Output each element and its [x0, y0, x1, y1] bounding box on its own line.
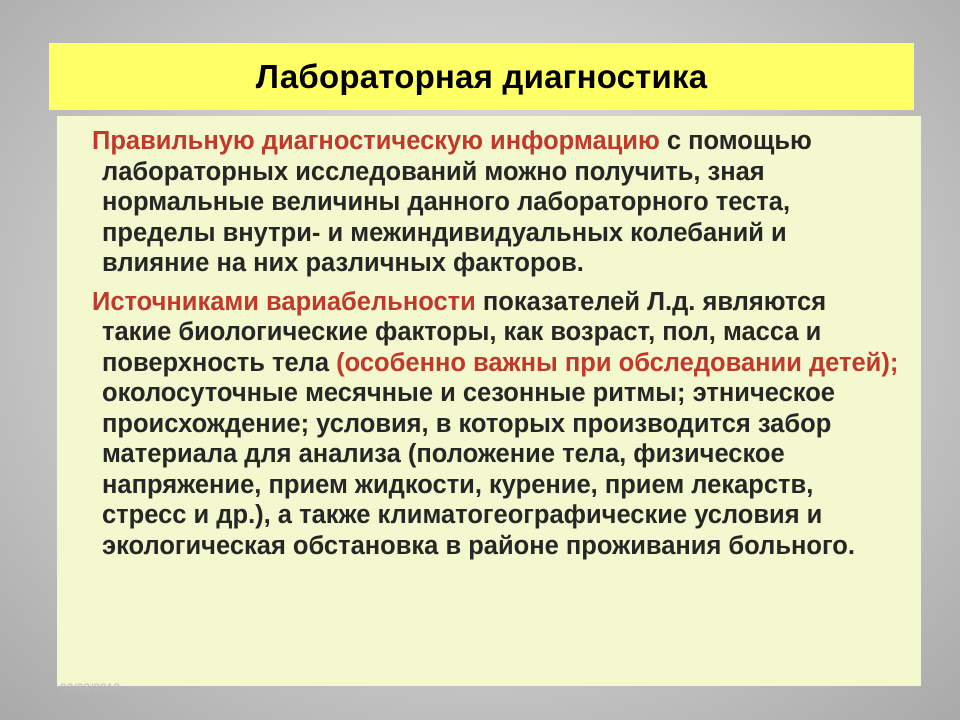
footer-date: 02/23/2019 — [60, 681, 121, 695]
content-box — [57, 116, 921, 686]
highlight-variability-sources: Источниками вариабельности — [92, 287, 476, 316]
paragraph-variability-sources — [92, 287, 901, 562]
highlight-diagnostic-info: Правильную диагностическую информацию — [92, 127, 660, 155]
paragraph-2-text-a: показателей Л.д. являются такие биологические факторы, как возраст, пол, масса и поверхность тела — [102, 287, 827, 377]
slide-title: Лабораторная диагностика — [255, 57, 708, 95]
paragraph-1-text: с помощью лабораторных исследований можно получить, зная нормальные величины данного лабораторного теста, пределы внутри- и межиндивидуальных колебаний и влияние на них различных факторов. — [102, 127, 812, 277]
paragraph-diagnostic-info — [92, 126, 901, 279]
paragraph-2-text-b: околосуточные месячные и сезонные ритмы; этническое происхождение; условия, в которых производится забор материала для анализа (положение тела, физическое напряжение, прием жидкости, курение, прием лекарств, стресс и др.), а также климатогеографические условия и экологическая обстановка в районе проживания больного. — [102, 379, 855, 560]
highlight-children-note: (особенно важны при обследовании детей); — [336, 348, 899, 377]
title-bar — [49, 43, 914, 110]
